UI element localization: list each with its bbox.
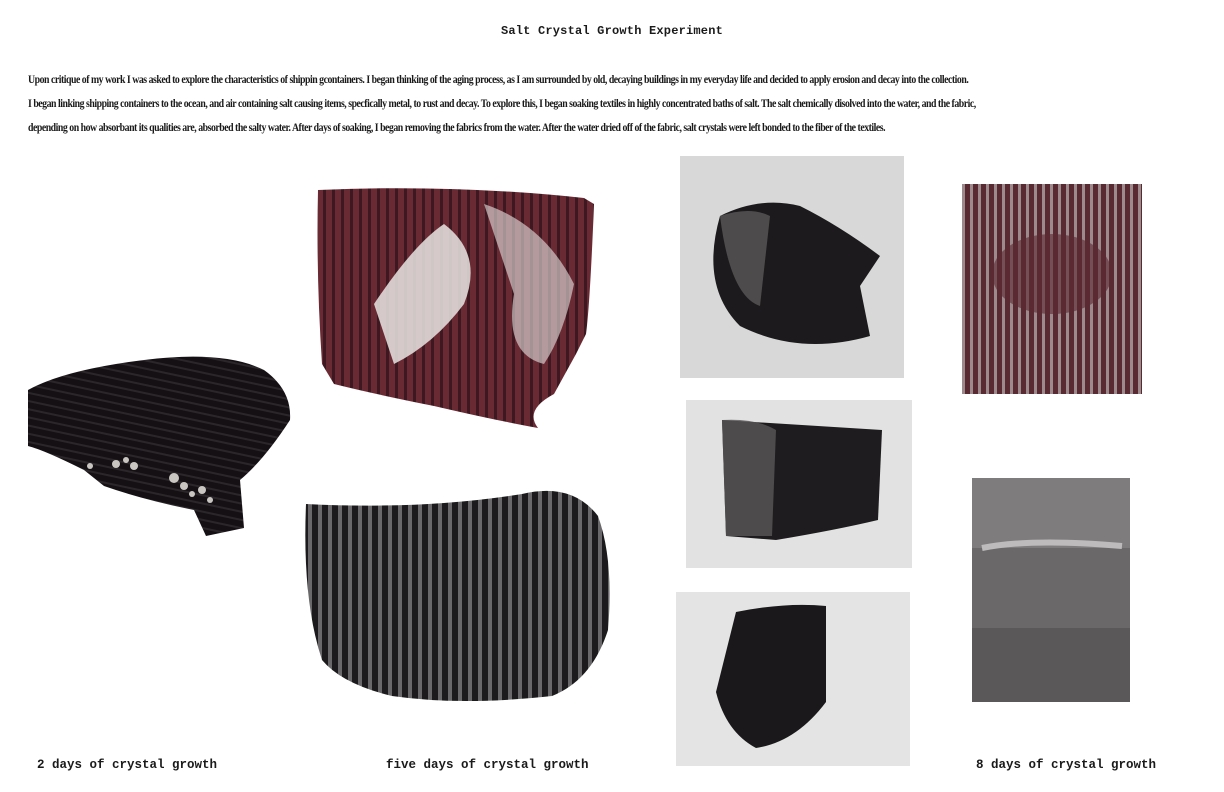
fabric-photo-8-days-maroon <box>962 184 1142 394</box>
fabric-photo-5-days-snapshot-3 <box>676 592 910 766</box>
paragraph-line: Upon critique of my work I was asked to explore the characteristics of shippin gcontainers. I began thinking of the aging process, as I am surrounded by old, decaying buildings in my everyday life and decided to apply erosion and decay into the collection. <box>28 74 969 86</box>
fabric-photo-5-days-snapshot-2 <box>686 400 912 568</box>
description-paragraph <box>28 68 1051 140</box>
caption-2-days: 2 days of crystal growth <box>37 758 218 772</box>
fabric-photo-5-days-snapshot-1 <box>680 156 904 378</box>
fabric-photo-2-days-black <box>24 350 296 540</box>
page-title: Salt Crystal Growth Experiment <box>500 24 724 38</box>
paragraph-line: I began linking shipping containers to the ocean, and air containing salt causing items, specfically metal, to rust and decay. To explore this, I began soaking textiles in highly concentrated baths of salt. The salt chemically disolved into the water, and the fabric, <box>28 98 976 110</box>
fabric-photo-5-days-black <box>302 480 614 706</box>
fabric-photo-5-days-maroon <box>314 184 600 430</box>
paragraph-line: depending on how absorbant its qualities are, absorbed the salty water. After days of soaking, I began removing the fabrics from the water. After the water dried off of the fabric, salt crystals were left bonded to the fiber of the textiles. <box>28 122 886 134</box>
caption-8-days: 8 days of crystal growth <box>976 758 1157 772</box>
caption-5-days: five days of crystal growth <box>386 758 589 772</box>
fabric-photo-8-days-grey <box>972 478 1130 702</box>
